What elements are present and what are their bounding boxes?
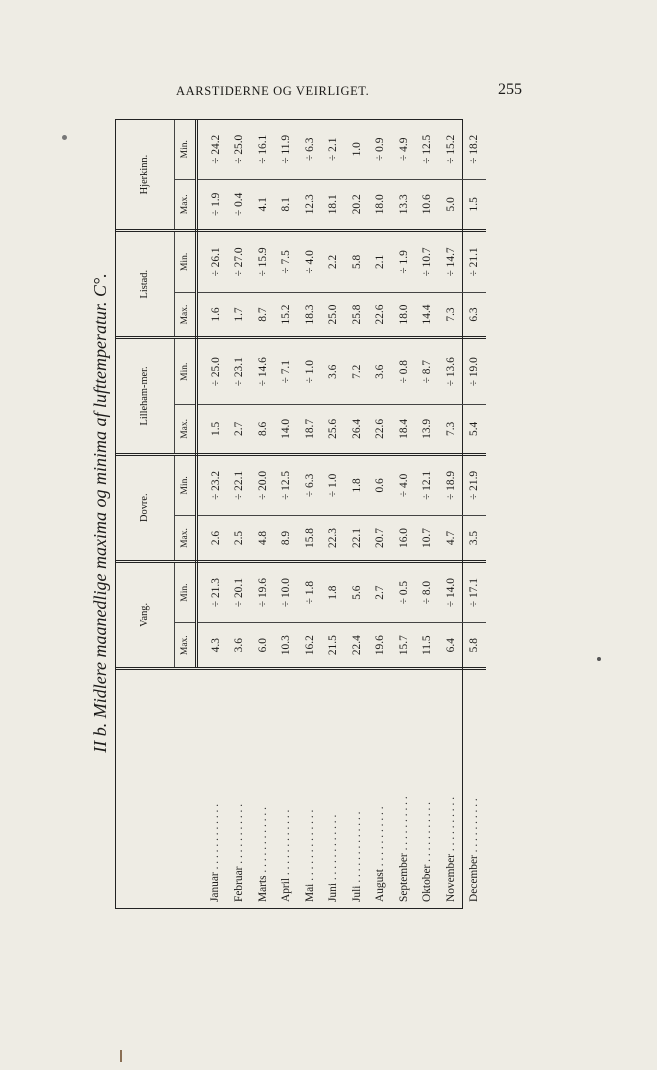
min-value-cell: ÷ 4.0	[298, 231, 322, 293]
month-label: August	[374, 869, 387, 902]
max-value-cell: 10.3	[275, 623, 299, 669]
min-value-cell: ÷ 14.6	[251, 338, 275, 405]
table-row	[197, 120, 228, 908]
min-value-cell: ÷ 23.1	[228, 338, 252, 405]
max-value-cell: 3.6	[228, 623, 252, 669]
month-cell	[228, 669, 252, 909]
leader-dots: . . . . . . . . . . .	[374, 806, 387, 867]
min-value-cell: ÷ 7.1	[275, 338, 299, 405]
max-value-cell: 18.1	[322, 179, 346, 231]
max-value-cell: 25.8	[345, 292, 369, 338]
table-row	[439, 120, 463, 908]
min-value-cell: ÷ 0.8	[392, 338, 416, 405]
table-row	[298, 120, 322, 908]
max-value-cell: 15.8	[298, 516, 322, 562]
min-header: Min.	[175, 231, 197, 293]
month-label: Juli	[350, 885, 363, 902]
min-value-cell: ÷ 18.2	[468, 134, 481, 164]
min-value-cell: ÷ 8.7	[416, 338, 440, 405]
month-label: September	[397, 853, 410, 902]
leader-dots: . . . . . . . . . .	[397, 796, 410, 851]
month-cell	[369, 669, 393, 909]
max-value-cell: 20.7	[369, 516, 393, 562]
min-value-cell: 2.1	[369, 231, 393, 293]
max-header: Max.	[175, 179, 197, 231]
min-value-cell: ÷ 14.0	[439, 561, 463, 623]
leader-dots: . . . . . . . . . . . .	[280, 809, 293, 876]
max-value-cell: 15.7	[392, 623, 416, 669]
min-value-cell: ÷ 7.5	[275, 231, 299, 293]
table-body	[197, 120, 487, 908]
month-cell	[463, 669, 487, 909]
max-value-cell: 10.6	[416, 179, 440, 231]
station-header: Hjerkinn.	[116, 120, 175, 231]
min-value-cell: 1.8	[322, 561, 346, 623]
leader-dots: . . . . . . . . . .	[444, 796, 457, 852]
max-value-cell: 22.6	[369, 292, 393, 338]
table-caption: II b. Midlere maanedlige maxima og minima af lufttemperatur. C°.	[90, 273, 110, 753]
leader-dots: . . . . . . . . . . .	[421, 802, 434, 862]
table-row	[345, 120, 369, 908]
min-value-cell: ÷ 12.5	[421, 134, 434, 164]
max-value-cell: 1.5	[463, 179, 487, 231]
min-value-cell: ÷ 22.1	[228, 454, 252, 516]
max-value-cell: 14.0	[275, 405, 299, 454]
min-value-cell: ÷ 8.0	[416, 561, 440, 623]
min-value-cell: ÷ 15.9	[251, 231, 275, 293]
min-value-cell: 0.6	[369, 454, 393, 516]
max-header: Max.	[175, 516, 197, 562]
min-value-cell: 2.7	[369, 561, 393, 623]
max-header: Max.	[175, 292, 197, 338]
max-value-cell: 5.8	[463, 623, 487, 669]
min-value-cell: ÷ 12.5	[275, 454, 299, 516]
max-value-cell: 3.5	[463, 516, 487, 562]
min-value-cell: ÷ 10.0	[275, 561, 299, 623]
month-label: Marts	[256, 875, 269, 902]
min-value-cell: ÷ 20.1	[228, 561, 252, 623]
max-value-cell: 6.0	[251, 623, 275, 669]
month-cell	[439, 669, 463, 909]
max-value-cell: 4.3	[197, 623, 228, 669]
max-value-cell: 8.1	[275, 179, 299, 231]
max-value-cell: 10.7	[416, 516, 440, 562]
ink-dot	[597, 657, 601, 661]
max-value-cell: 18.3	[298, 292, 322, 338]
max-value-cell: ÷ 0.4	[228, 179, 252, 231]
max-value-cell: 4.8	[251, 516, 275, 562]
min-value-cell: ÷ 15.2	[444, 134, 457, 164]
max-value-cell: 18.0	[369, 179, 393, 231]
max-value-cell: 18.7	[298, 405, 322, 454]
max-value-cell: 11.5	[416, 623, 440, 669]
leader-dots: . . . . . . . . . . . .	[327, 814, 340, 881]
table-row	[392, 120, 416, 908]
min-value-cell: ÷ 21.9	[463, 454, 487, 516]
table-row	[275, 120, 299, 908]
min-value-cell: ÷ 18.9	[439, 454, 463, 516]
month-label: April	[280, 877, 293, 902]
month-cell	[251, 669, 275, 909]
min-value-cell: ÷ 25.0	[197, 338, 228, 405]
month-header	[116, 669, 197, 909]
max-value-cell: ÷ 1.9	[197, 179, 228, 231]
min-value-cell: 1.0	[350, 142, 363, 157]
table-row	[251, 120, 275, 908]
max-header: Max.	[175, 623, 197, 669]
max-value-cell: 6.4	[439, 623, 463, 669]
station-header: Listad.	[116, 231, 175, 338]
max-value-cell: 18.4	[392, 405, 416, 454]
min-value-cell: 7.2	[345, 338, 369, 405]
month-label: Juni	[327, 883, 340, 902]
min-value-cell: ÷ 21.1	[463, 231, 487, 293]
min-value-cell: ÷ 27.0	[228, 231, 252, 293]
month-label: Mai	[303, 883, 316, 902]
max-value-cell: 2.6	[197, 516, 228, 562]
station-header: Dovre.	[116, 454, 175, 561]
min-value-cell: ÷ 11.9	[280, 134, 293, 164]
min-value-cell: ÷ 19.0	[463, 338, 487, 405]
min-value-cell: ÷ 21.3	[197, 561, 228, 623]
max-value-cell: 16.0	[392, 516, 416, 562]
max-value-cell: 5.4	[463, 405, 487, 454]
max-value-cell: 20.2	[345, 179, 369, 231]
leader-dots: . . . . . . . . . . . .	[256, 807, 269, 873]
min-value-cell: 5.6	[345, 561, 369, 623]
min-value-cell: ÷ 16.1	[256, 134, 269, 164]
min-value-cell: ÷ 20.0	[251, 454, 275, 516]
min-value-cell: ÷ 4.0	[392, 454, 416, 516]
min-value-cell: ÷ 24.2	[209, 134, 222, 164]
max-value-cell: 4.1	[251, 179, 275, 231]
min-header: Min.	[175, 338, 197, 405]
min-value-cell: ÷ 10.7	[416, 231, 440, 293]
max-value-cell: 25.6	[322, 405, 346, 454]
min-value-cell: ÷ 6.3	[298, 454, 322, 516]
leader-dots: . . . . . . . . . .	[468, 798, 481, 853]
min-value-cell: ÷ 23.2	[197, 454, 228, 516]
min-header: Min.	[175, 561, 197, 623]
min-header: Min.	[175, 454, 197, 516]
min-value-cell: ÷ 2.1	[327, 137, 340, 161]
max-value-cell: 1.6	[197, 292, 228, 338]
min-value-cell: ÷ 6.3	[303, 137, 316, 161]
max-value-cell: 14.4	[416, 292, 440, 338]
max-value-cell: 4.7	[439, 516, 463, 562]
month-label: December	[468, 855, 481, 902]
min-header: Min.	[175, 120, 197, 179]
min-value-cell: ÷ 25.0	[233, 134, 246, 164]
min-value-cell: ÷ 4.9	[397, 137, 410, 161]
table-frame	[115, 119, 481, 909]
max-value-cell: 22.4	[345, 623, 369, 669]
leader-dots: . . . . . . . . . . . .	[209, 803, 221, 870]
table-row	[416, 120, 440, 908]
max-value-cell: 26.4	[345, 405, 369, 454]
margin-mark	[120, 1050, 122, 1062]
table-row	[228, 120, 252, 908]
ink-speck	[62, 135, 67, 140]
min-value-cell: ÷ 26.1	[197, 231, 228, 293]
month-cell	[392, 669, 416, 909]
max-value-cell: 8.6	[251, 405, 275, 454]
running-head: AARSTIDERNE OG VEIRLIGET.	[176, 84, 370, 98]
table-row	[369, 120, 393, 908]
max-value-cell: 12.3	[298, 179, 322, 231]
min-value-cell: ÷ 1.9	[392, 231, 416, 293]
max-value-cell: 13.3	[392, 179, 416, 231]
max-value-cell: 19.6	[369, 623, 393, 669]
max-value-cell: 8.7	[251, 292, 275, 338]
max-value-cell: 1.5	[197, 405, 228, 454]
max-value-cell: 2.5	[228, 516, 252, 562]
min-value-cell: 2.2	[322, 231, 346, 293]
min-value-cell: 3.6	[369, 338, 393, 405]
month-label: Februar	[233, 866, 246, 902]
month-label: November	[444, 853, 457, 902]
max-value-cell: 22.3	[322, 516, 346, 562]
month-cell	[197, 669, 228, 909]
month-cell	[416, 669, 440, 909]
min-value-cell: ÷ 12.1	[416, 454, 440, 516]
min-value-cell: ÷ 1.8	[298, 561, 322, 623]
min-value-cell: ÷ 0.5	[392, 561, 416, 623]
month-cell	[275, 669, 299, 909]
max-value-cell: 2.7	[228, 405, 252, 454]
max-value-cell: 1.7	[228, 292, 252, 338]
min-value-cell: ÷ 17.1	[463, 561, 487, 623]
station-header: Vang.	[116, 561, 175, 668]
max-value-cell: 22.6	[369, 405, 393, 454]
max-value-cell: 18.0	[392, 292, 416, 338]
leader-dots: . . . . . . . . . . .	[233, 803, 246, 864]
min-value-cell: 5.8	[345, 231, 369, 293]
max-value-cell: 13.9	[416, 405, 440, 454]
min-value-cell: ÷ 13.6	[439, 338, 463, 405]
month-label: Januar	[209, 872, 221, 902]
max-value-cell: 16.2	[298, 623, 322, 669]
station-header: Lilleham-mer.	[116, 338, 175, 454]
month-label: Oktober	[421, 864, 434, 902]
min-value-cell: 1.8	[345, 454, 369, 516]
min-value-cell: ÷ 14.7	[439, 231, 463, 293]
leader-dots: . . . . . . . . . . . . .	[303, 809, 316, 881]
max-value-cell: 7.3	[439, 292, 463, 338]
min-value-cell: 3.6	[322, 338, 346, 405]
min-value-cell: ÷ 1.0	[322, 454, 346, 516]
month-cell	[298, 669, 322, 909]
max-value-cell: 6.3	[463, 292, 487, 338]
month-cell	[322, 669, 346, 909]
page-number: 255	[498, 81, 522, 98]
table-row	[322, 120, 346, 908]
min-value-cell: ÷ 1.0	[298, 338, 322, 405]
rotated-table-block	[88, 117, 481, 909]
min-value-cell: ÷ 0.9	[374, 137, 387, 161]
max-value-cell: 15.2	[275, 292, 299, 338]
month-cell	[345, 669, 369, 909]
temperature-table	[116, 120, 486, 908]
max-value-cell: 5.0	[439, 179, 463, 231]
max-header: Max.	[175, 405, 197, 454]
max-value-cell: 21.5	[322, 623, 346, 669]
min-value-cell: ÷ 19.6	[251, 561, 275, 623]
max-value-cell: 7.3	[439, 405, 463, 454]
table-row	[463, 120, 487, 908]
max-value-cell: 8.9	[275, 516, 299, 562]
max-value-cell: 22.1	[345, 516, 369, 562]
max-value-cell: 25.0	[322, 292, 346, 338]
leader-dots: . . . . . . . . . . . . .	[350, 811, 363, 883]
